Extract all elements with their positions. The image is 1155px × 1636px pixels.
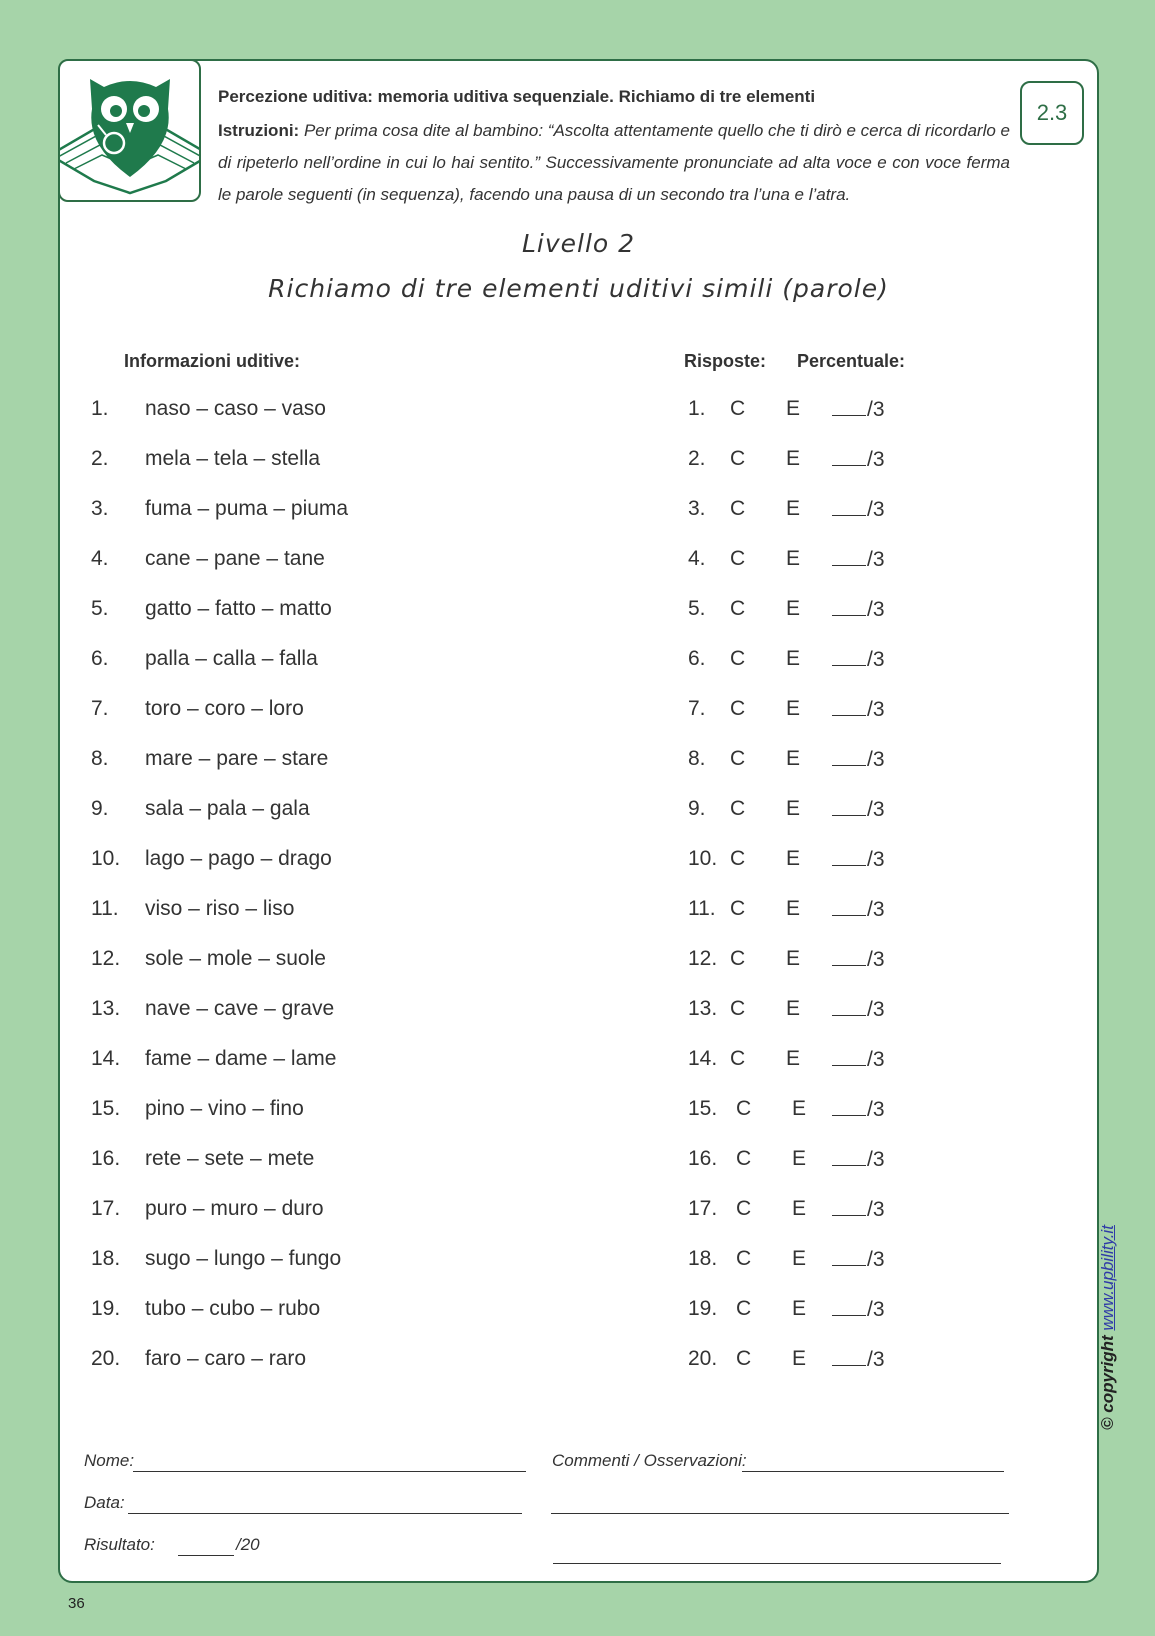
score-blank[interactable] — [832, 797, 866, 816]
logo — [58, 59, 201, 202]
comments-field-line-1[interactable] — [742, 1471, 1004, 1472]
item-row — [60, 447, 1097, 477]
item-words: cane – pane – tane — [145, 547, 325, 570]
answer-number: 4. — [688, 547, 706, 570]
percent-score[interactable] — [832, 1197, 885, 1222]
answer-number: 5. — [688, 597, 706, 620]
score-blank[interactable] — [832, 697, 866, 716]
item-row — [60, 1147, 1097, 1177]
correct-mark[interactable]: C — [730, 497, 746, 520]
item-row — [60, 1197, 1097, 1227]
item-number: 10. — [91, 847, 121, 870]
date-field[interactable] — [128, 1513, 522, 1514]
item-words: fame – dame – lame — [145, 1047, 337, 1070]
item-words: pino – vino – fino — [145, 1097, 304, 1120]
item-row — [60, 697, 1097, 727]
copyright-notice — [1098, 1225, 1118, 1430]
correct-mark[interactable]: C — [730, 547, 746, 570]
item-number: 5. — [91, 597, 109, 620]
comments-field-line-2[interactable] — [551, 1513, 1009, 1514]
error-mark[interactable]: E — [786, 747, 801, 770]
answer-number: 6. — [688, 647, 706, 670]
percent-score[interactable] — [832, 997, 885, 1022]
answer-number: 20. — [688, 1347, 718, 1370]
item-number: 18. — [91, 1247, 121, 1270]
date-label: Data: — [84, 1493, 125, 1512]
item-number: 6. — [91, 647, 109, 670]
error-mark[interactable]: E — [792, 1097, 807, 1120]
score-blank[interactable] — [832, 547, 866, 566]
score-total: /3 — [867, 498, 885, 521]
percent-score[interactable] — [832, 497, 885, 522]
correct-mark[interactable]: C — [730, 997, 746, 1020]
exercise-title: Percezione uditiva: memoria uditiva sequenziale. Richiamo di tre elementi — [218, 87, 816, 106]
item-number: 7. — [91, 697, 109, 720]
item-row — [60, 747, 1097, 777]
item-words: nave – cave – grave — [145, 997, 335, 1020]
item-row — [60, 797, 1097, 827]
error-mark[interactable]: E — [786, 1047, 801, 1070]
score-blank[interactable] — [832, 747, 866, 766]
answer-number: 10. — [688, 847, 718, 870]
page-number: 36 — [68, 1595, 85, 1612]
copyright-link[interactable]: www.upbility.it — [1098, 1225, 1117, 1331]
score-blank[interactable] — [832, 1347, 866, 1366]
result-field[interactable] — [178, 1555, 234, 1556]
item-number: 12. — [91, 947, 121, 970]
answer-number: 3. — [688, 497, 706, 520]
item-row — [60, 1097, 1097, 1127]
score-blank[interactable] — [832, 847, 866, 866]
item-number: 15. — [91, 1097, 121, 1120]
correct-mark[interactable]: C — [736, 1347, 752, 1370]
item-row — [60, 997, 1097, 1027]
correct-mark[interactable]: C — [736, 1297, 752, 1320]
error-mark[interactable]: E — [786, 697, 801, 720]
item-words: toro – coro – loro — [145, 697, 304, 720]
correct-mark[interactable]: C — [730, 747, 746, 770]
correct-mark[interactable]: C — [730, 397, 746, 420]
percent-score[interactable] — [832, 947, 885, 972]
correct-mark[interactable]: C — [736, 1197, 752, 1220]
item-words: mare – pare – stare — [145, 747, 329, 770]
item-number: 13. — [91, 997, 121, 1020]
score-total: /3 — [867, 1148, 885, 1171]
error-mark[interactable]: E — [792, 1197, 807, 1220]
percent-score[interactable] — [832, 597, 885, 622]
item-row — [60, 947, 1097, 977]
item-number: 3. — [91, 497, 109, 520]
item-row — [60, 1247, 1097, 1277]
item-row — [60, 597, 1097, 627]
percent-score[interactable] — [832, 1097, 885, 1122]
error-mark[interactable]: E — [786, 647, 801, 670]
error-mark[interactable]: E — [786, 447, 801, 470]
item-row — [60, 897, 1097, 927]
item-row — [60, 397, 1097, 427]
item-row — [60, 647, 1097, 677]
name-label: Nome: — [84, 1451, 135, 1470]
answer-number: 15. — [688, 1097, 718, 1120]
score-blank[interactable] — [832, 1197, 866, 1216]
level-subtitle: Richiamo di tre elementi uditivi simili (parole) — [268, 274, 889, 303]
item-number: 17. — [91, 1197, 121, 1220]
item-words: viso – riso – liso — [145, 897, 295, 920]
percent-score[interactable] — [832, 647, 885, 672]
item-row — [60, 847, 1097, 877]
item-words: puro – muro – duro — [145, 1197, 324, 1220]
score-blank[interactable] — [832, 1297, 866, 1316]
score-blank[interactable] — [832, 1097, 866, 1116]
correct-mark[interactable]: C — [730, 447, 746, 470]
percent-score[interactable] — [832, 747, 885, 772]
item-words: mela – tela – stella — [145, 447, 321, 470]
answer-number: 18. — [688, 1247, 718, 1270]
score-blank[interactable] — [832, 997, 866, 1016]
result-total: /20 — [236, 1535, 260, 1554]
score-total: /3 — [867, 848, 885, 871]
error-mark[interactable]: E — [786, 947, 801, 970]
answer-number: 14. — [688, 1047, 718, 1070]
answer-number: 8. — [688, 747, 706, 770]
percent-score[interactable] — [832, 1147, 885, 1172]
item-words: fuma – puma – piuma — [145, 497, 349, 520]
error-mark[interactable]: E — [792, 1147, 807, 1170]
correct-mark[interactable]: C — [730, 597, 746, 620]
item-number: 19. — [91, 1297, 121, 1320]
score-total: /3 — [867, 598, 885, 621]
score-total: /3 — [867, 1348, 885, 1371]
column-header-info: Informazioni uditive: — [124, 351, 301, 371]
copyright-text: © copyright — [1098, 1335, 1117, 1430]
error-mark[interactable]: E — [786, 847, 801, 870]
percent-score[interactable] — [832, 1347, 885, 1372]
correct-mark[interactable]: C — [736, 1097, 752, 1120]
item-row — [60, 497, 1097, 527]
error-mark[interactable]: E — [786, 897, 801, 920]
correct-mark[interactable]: C — [736, 1147, 752, 1170]
item-words: sole – mole – suole — [145, 947, 326, 970]
answer-number: 19. — [688, 1297, 718, 1320]
score-blank[interactable] — [832, 447, 866, 466]
percent-score[interactable] — [832, 797, 885, 822]
column-header-answers: Risposte: — [684, 351, 767, 371]
item-words: sugo – lungo – fungo — [145, 1247, 342, 1270]
answer-number: 2. — [688, 447, 706, 470]
result-label: Risultato: — [84, 1535, 155, 1554]
item-number: 4. — [91, 547, 109, 570]
instructions — [218, 115, 1010, 211]
item-number: 8. — [91, 747, 109, 770]
answer-number: 16. — [688, 1147, 718, 1170]
percent-score[interactable] — [832, 547, 885, 572]
answer-number: 7. — [688, 697, 706, 720]
score-total: /3 — [867, 648, 885, 671]
worksheet-card — [58, 59, 1099, 1583]
item-number: 20. — [91, 1347, 121, 1370]
item-row — [60, 1047, 1097, 1077]
score-total: /3 — [867, 898, 885, 921]
score-total: /3 — [867, 948, 885, 971]
answer-number: 1. — [688, 397, 706, 420]
error-mark[interactable]: E — [786, 497, 801, 520]
instructions-label: Istruzioni: — [218, 121, 300, 140]
error-mark[interactable]: E — [786, 797, 801, 820]
correct-mark[interactable]: C — [736, 1247, 752, 1270]
level-title: Livello 2 — [521, 229, 636, 258]
instructions-text: Per prima cosa dite al bambino: “Ascolta attentamente quello che ti dirò e cerca di ricordarlo e di ripeterlo nell’ordine in cui lo hai sentito.” Successivamente pronunciate ad alta voce e con voce ferma le parole seguenti (in sequenza), facendo una pausa di un secondo tra l’una e l’atra. — [218, 121, 1010, 204]
comments-label: Commenti / Osservazioni: — [552, 1451, 747, 1470]
comments-field-line-3[interactable] — [553, 1563, 1001, 1564]
score-total: /3 — [867, 998, 885, 1021]
score-total: /3 — [867, 1048, 885, 1071]
item-words: gatto – fatto – matto — [145, 597, 332, 620]
percent-score[interactable] — [832, 447, 885, 472]
error-mark[interactable]: E — [786, 997, 801, 1020]
percent-score[interactable] — [832, 897, 885, 922]
percent-score[interactable] — [832, 1297, 885, 1322]
score-blank[interactable] — [832, 1147, 866, 1166]
score-total: /3 — [867, 1098, 885, 1121]
score-total: /3 — [867, 798, 885, 821]
score-total: /3 — [867, 748, 885, 771]
item-number: 1. — [91, 397, 109, 420]
score-blank[interactable] — [832, 1047, 866, 1066]
score-total: /3 — [867, 698, 885, 721]
error-mark[interactable]: E — [792, 1347, 807, 1370]
answer-number: 12. — [688, 947, 718, 970]
item-words: sala – pala – gala — [145, 797, 310, 820]
answer-number: 17. — [688, 1197, 718, 1220]
score-blank[interactable] — [832, 897, 866, 916]
score-total: /3 — [867, 1198, 885, 1221]
error-mark[interactable]: E — [786, 597, 801, 620]
score-total: /3 — [867, 1298, 885, 1321]
item-words: tubo – cubo – rubo — [145, 1297, 321, 1320]
item-words: rete – sete – mete — [145, 1147, 315, 1170]
item-words: lago – pago – drago — [145, 847, 332, 870]
correct-mark[interactable]: C — [730, 647, 746, 670]
score-blank[interactable] — [832, 647, 866, 666]
error-mark[interactable]: E — [786, 397, 801, 420]
owl-reading-book-icon — [58, 65, 201, 202]
item-words: naso – caso – vaso — [145, 397, 326, 420]
score-total: /3 — [867, 1248, 885, 1271]
correct-mark[interactable]: C — [730, 697, 746, 720]
column-header-percent: Percentuale: — [797, 351, 906, 371]
name-field[interactable] — [133, 1471, 526, 1472]
answer-number: 11. — [688, 897, 716, 920]
percent-score[interactable] — [832, 847, 885, 872]
item-number: 2. — [91, 447, 109, 470]
correct-mark[interactable]: C — [730, 947, 746, 970]
score-total: /3 — [867, 398, 885, 421]
item-words: faro – caro – raro — [145, 1347, 307, 1370]
correct-mark[interactable]: C — [730, 897, 746, 920]
score-blank[interactable] — [832, 1247, 866, 1266]
exercise-number-badge: 2.3 — [1020, 81, 1084, 145]
error-mark[interactable]: E — [786, 547, 801, 570]
item-row — [60, 1347, 1097, 1377]
correct-mark[interactable]: C — [730, 847, 746, 870]
item-number: 16. — [91, 1147, 121, 1170]
score-blank[interactable] — [832, 597, 866, 616]
correct-mark[interactable]: C — [730, 797, 746, 820]
answer-number: 13. — [688, 997, 718, 1020]
score-blank[interactable] — [832, 497, 866, 516]
item-words: palla – calla – falla — [145, 647, 318, 670]
item-row — [60, 547, 1097, 577]
score-total: /3 — [867, 548, 885, 571]
percent-score[interactable] — [832, 1247, 885, 1272]
percent-score[interactable] — [832, 697, 885, 722]
correct-mark[interactable]: C — [730, 1047, 746, 1070]
score-blank[interactable] — [832, 947, 866, 966]
item-number: 14. — [91, 1047, 121, 1070]
error-mark[interactable]: E — [792, 1297, 807, 1320]
item-row — [60, 1297, 1097, 1327]
error-mark[interactable]: E — [792, 1247, 807, 1270]
score-blank[interactable] — [832, 397, 866, 416]
percent-score[interactable] — [832, 397, 885, 422]
answer-number: 9. — [688, 797, 706, 820]
item-number: 9. — [91, 797, 109, 820]
score-total: /3 — [867, 448, 885, 471]
item-number: 11. — [91, 897, 119, 920]
percent-score[interactable] — [832, 1047, 885, 1072]
